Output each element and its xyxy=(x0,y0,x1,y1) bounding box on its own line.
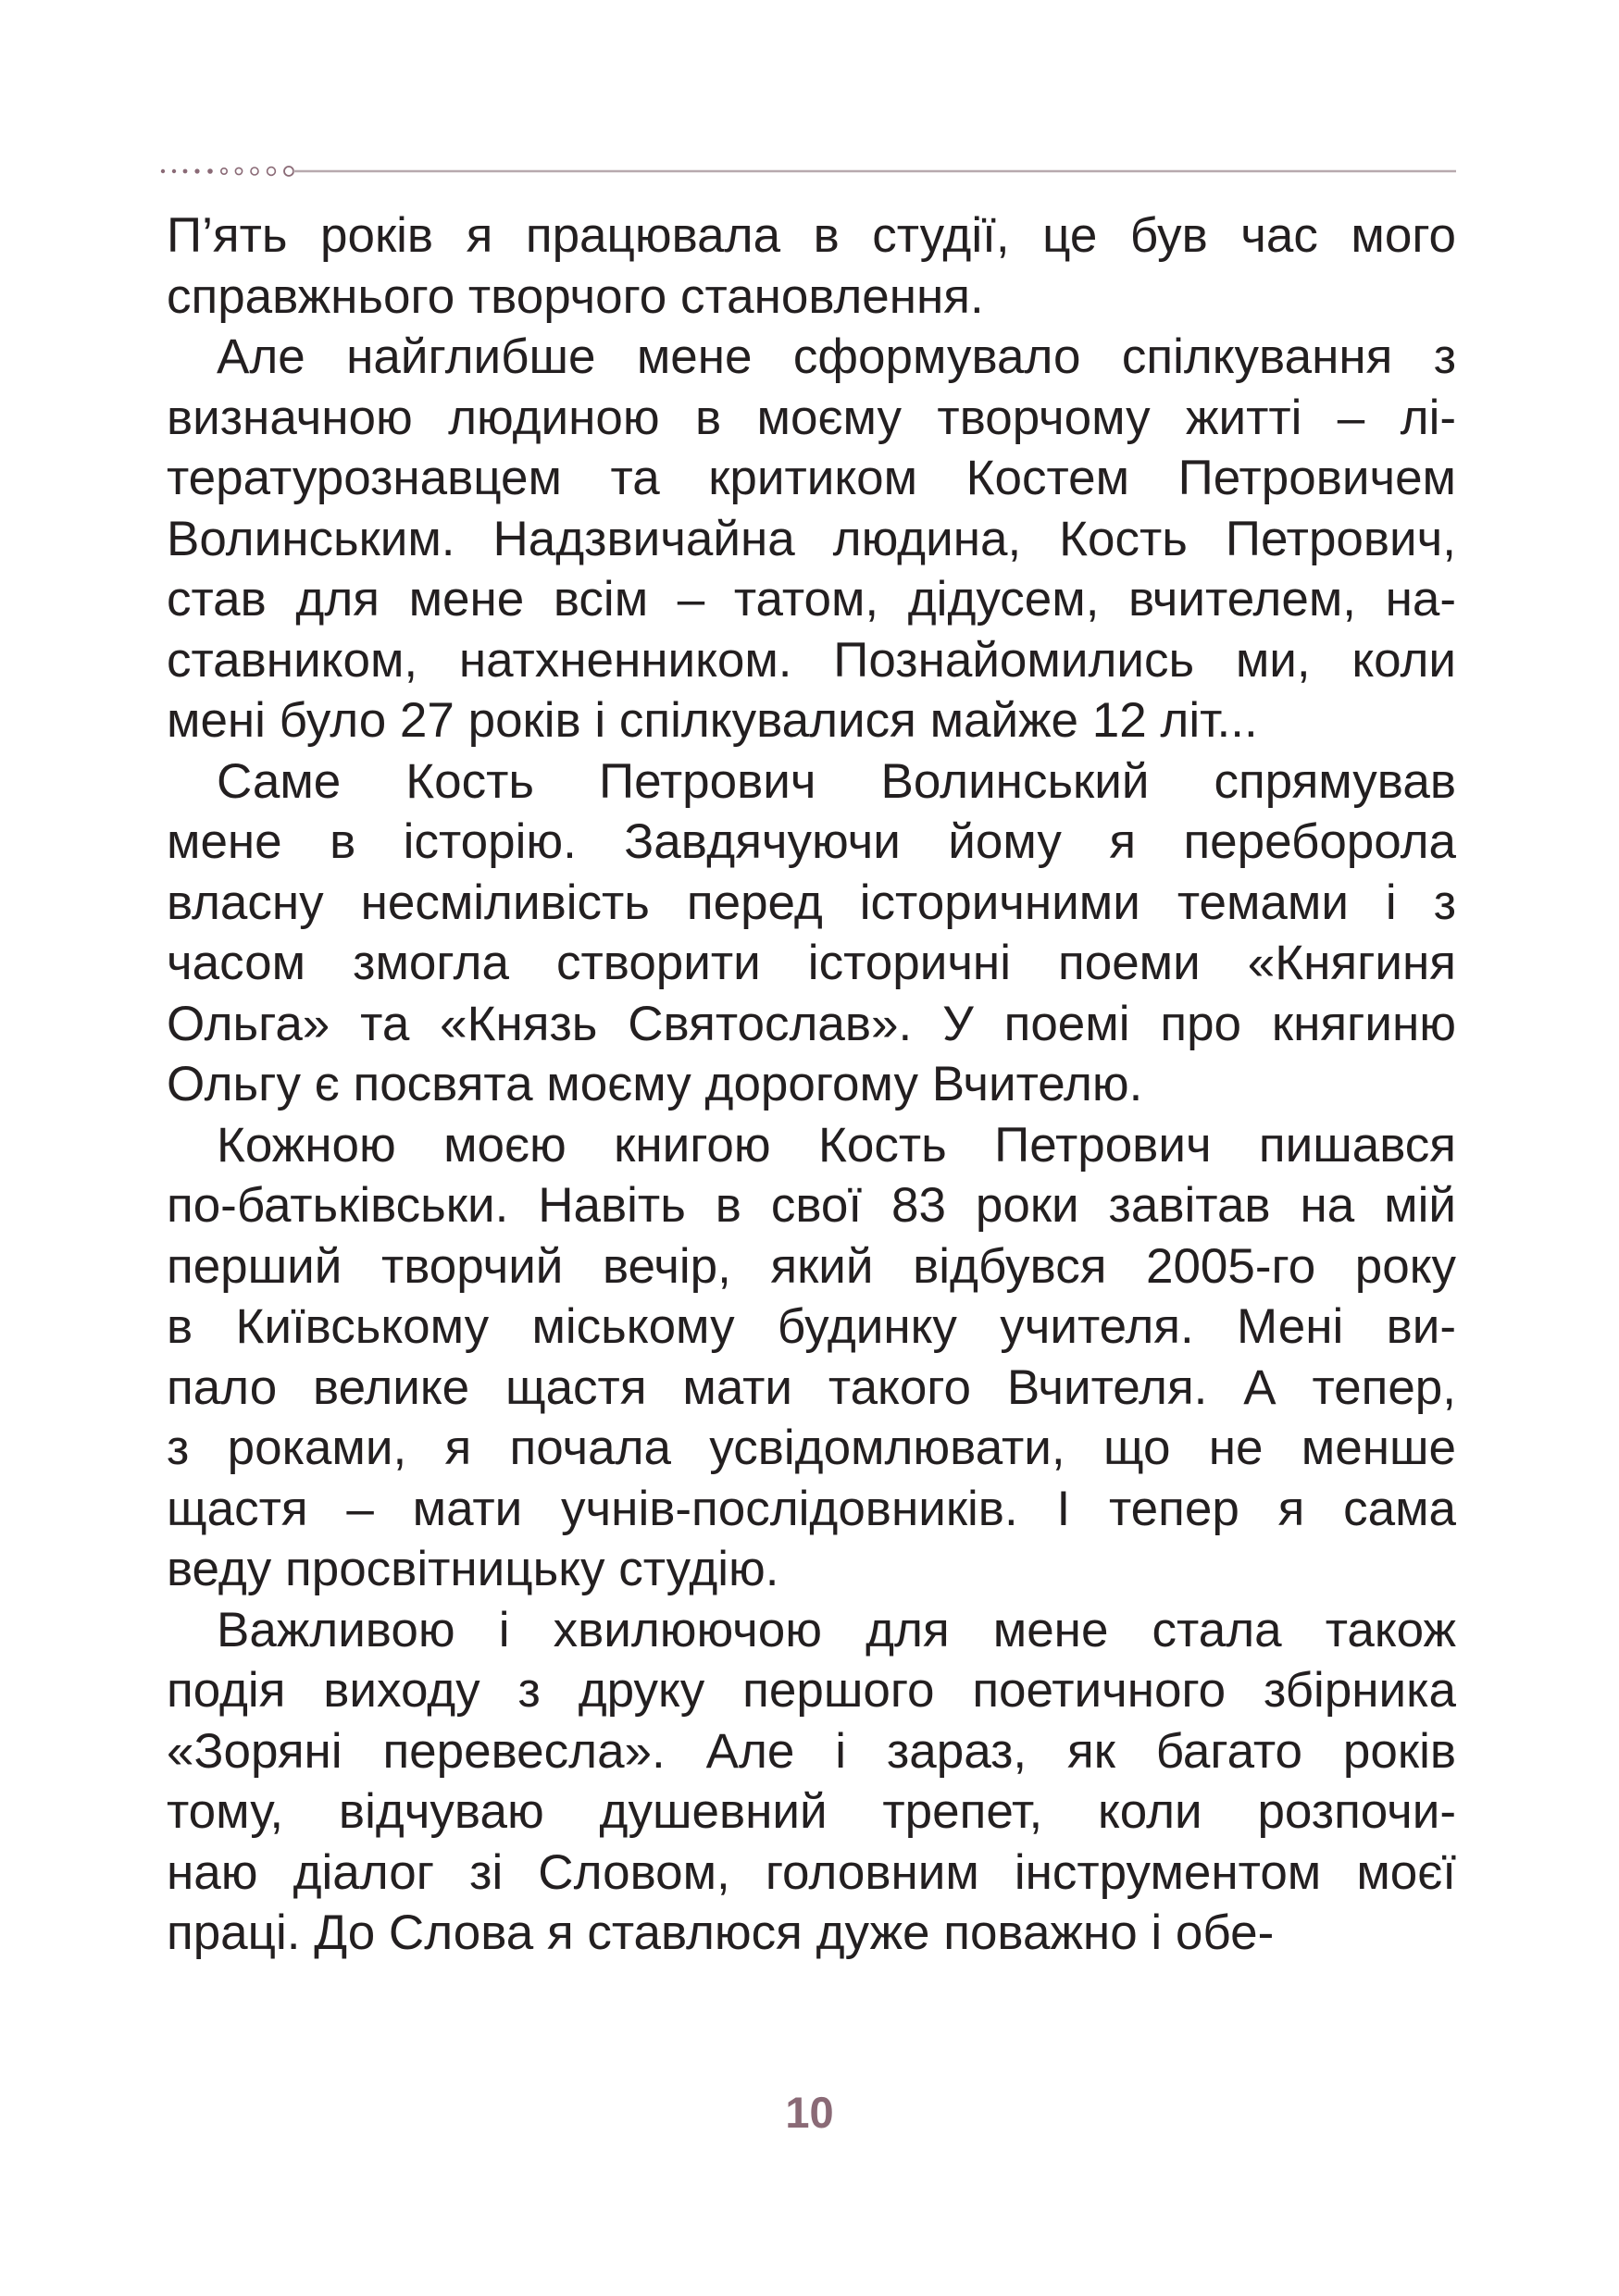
text-line: П’ять років я працювала в студії, це був час мого xyxy=(167,208,1456,263)
text-line: власну несміливість перед історичними темами і з xyxy=(167,875,1456,930)
text-line: наю діалог зі Словом, головним інструментом моєї xyxy=(167,1844,1456,1900)
paragraph xyxy=(167,751,1456,1115)
paragraph xyxy=(167,205,1456,327)
body-text xyxy=(167,205,1456,1964)
text-line: Волинським. Надзвичайна людина, Кость Петрович, xyxy=(167,511,1456,566)
text-line: Але найглибше мене сформувало спілкування з xyxy=(217,329,1456,384)
text-line: перший творчий вечір, який відбувся 2005-го року xyxy=(167,1238,1456,1294)
text-line: в Київському міському будинку учителя. Мені ви- xyxy=(167,1299,1456,1354)
text-line: Саме Кость Петрович Волинський спрямував xyxy=(217,753,1456,809)
text-line: тературознавцем та критиком Костем Петровичем xyxy=(167,451,1456,505)
paragraph xyxy=(167,327,1456,751)
dotted-rule-graphic xyxy=(160,165,1456,178)
text-line: по-батьківськи. Навіть в свої 83 роки завітав на мій xyxy=(167,1178,1456,1233)
text-line: мені було 27 років і спілкувалися майже 12 літ... xyxy=(167,693,1258,748)
header-decorative-rule xyxy=(160,165,1456,178)
text-line: тому, відчуваю душевний трепет, коли розпочи- xyxy=(167,1784,1456,1839)
text-line: праці. До Слова я ставлюся дуже поважно і обе- xyxy=(167,1905,1275,1960)
text-line: пало велике щастя мати такого Вчителя. А тепер, xyxy=(167,1359,1456,1415)
text-line: Важливою і хвилюючою для мене стала також xyxy=(217,1602,1456,1657)
text-line: з роками, я почала усвідомлювати, що не менше xyxy=(167,1421,1456,1475)
text-line: «Зоряні перевесла». Але і зараз, як багато років xyxy=(167,1723,1456,1779)
text-line: мене в історію. Завдячуючи йому я переборола xyxy=(167,814,1456,869)
text-line: Ольгу є посвята моєму дорогому Вчителю. xyxy=(167,1057,1143,1111)
paragraph xyxy=(167,1115,1456,1600)
text-line: став для мене всім – татом, дідусем, вчителем, на- xyxy=(167,572,1456,627)
text-line: визначною людиною в моєму творчому житті – лі- xyxy=(167,390,1456,445)
text-line: Кожною моєю книгою Кость Петрович пишався xyxy=(217,1117,1456,1173)
text-line: Ольга» та «Князь Святослав». У поемі про княгиню xyxy=(167,996,1456,1051)
text-line: ставником, натхненником. Познайомились ми, коли xyxy=(167,632,1456,688)
paragraph xyxy=(167,1600,1456,1964)
text-line: щастя – мати учнів-послідовників. І тепер я сама xyxy=(167,1481,1456,1536)
text-line: справжнього творчого становлення. xyxy=(167,268,984,324)
text-line: часом змогла створити історичні поеми «Княгиня xyxy=(167,936,1456,990)
text-line: веду просвітницьку студію. xyxy=(167,1542,779,1596)
text-line: подія виходу з друку першого поетичного збірника xyxy=(167,1663,1456,1718)
page-number: 10 xyxy=(785,2088,834,2137)
